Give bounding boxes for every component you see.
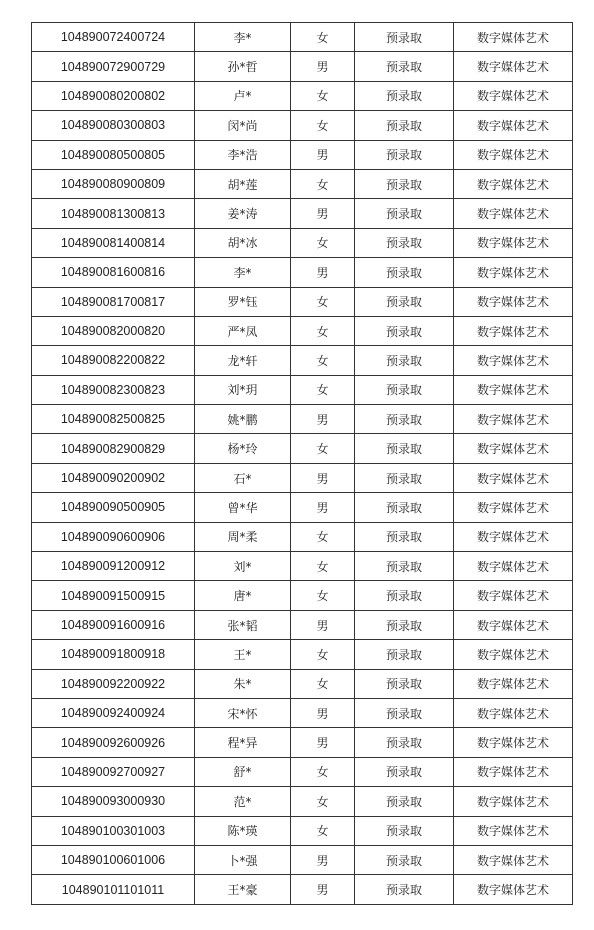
gender-cell: 男 [291, 258, 355, 287]
major-cell: 数字媒体艺术 [454, 111, 573, 140]
major-cell: 数字媒体艺术 [454, 610, 573, 639]
candidate-id-cell: 104890082300823 [32, 375, 195, 404]
gender-cell: 女 [291, 552, 355, 581]
table-row [32, 81, 573, 110]
name-cell: 朱* [195, 669, 291, 698]
candidate-id-cell: 104890092700927 [32, 757, 195, 786]
candidate-id-cell: 104890093000930 [32, 787, 195, 816]
gender-cell: 女 [291, 228, 355, 257]
table-row [32, 787, 573, 816]
name-cell: 姜*涛 [195, 199, 291, 228]
status-cell: 预录取 [355, 434, 454, 463]
major-cell: 数字媒体艺术 [454, 669, 573, 698]
status-cell: 预录取 [355, 552, 454, 581]
name-cell: 宋*怀 [195, 698, 291, 727]
gender-cell: 男 [291, 875, 355, 904]
gender-cell: 男 [291, 199, 355, 228]
gender-cell: 女 [291, 375, 355, 404]
gender-cell: 男 [291, 728, 355, 757]
name-cell: 程*异 [195, 728, 291, 757]
name-cell: 胡*冰 [195, 228, 291, 257]
major-cell: 数字媒体艺术 [454, 698, 573, 727]
name-cell: 姚*鹏 [195, 405, 291, 434]
table-row [32, 640, 573, 669]
table-row [32, 875, 573, 904]
status-cell: 预录取 [355, 493, 454, 522]
table-row [32, 493, 573, 522]
candidate-id-cell: 104890092200922 [32, 669, 195, 698]
candidate-id-cell: 104890092400924 [32, 698, 195, 727]
gender-cell: 女 [291, 787, 355, 816]
table-row [32, 287, 573, 316]
table-row [32, 52, 573, 81]
candidate-id-cell: 104890081700817 [32, 287, 195, 316]
candidate-id-cell: 104890072400724 [32, 23, 195, 52]
table-row [32, 581, 573, 610]
major-cell: 数字媒体艺术 [454, 787, 573, 816]
name-cell: 李* [195, 258, 291, 287]
table-row [32, 610, 573, 639]
status-cell: 预录取 [355, 816, 454, 845]
table-row [32, 757, 573, 786]
name-cell: 李* [195, 23, 291, 52]
major-cell: 数字媒体艺术 [454, 522, 573, 551]
name-cell: 卜*强 [195, 845, 291, 874]
candidate-id-cell: 104890091800918 [32, 640, 195, 669]
name-cell: 卢* [195, 81, 291, 110]
status-cell: 预录取 [355, 81, 454, 110]
name-cell: 舒* [195, 757, 291, 786]
table-row [32, 816, 573, 845]
status-cell: 预录取 [355, 669, 454, 698]
name-cell: 范* [195, 787, 291, 816]
name-cell: 龙*轩 [195, 346, 291, 375]
status-cell: 预录取 [355, 23, 454, 52]
candidate-id-cell: 104890100601006 [32, 845, 195, 874]
candidate-id-cell: 104890072900729 [32, 52, 195, 81]
name-cell: 严*凤 [195, 316, 291, 345]
candidate-id-cell: 104890082000820 [32, 316, 195, 345]
table-row [32, 199, 573, 228]
name-cell: 王*豪 [195, 875, 291, 904]
major-cell: 数字媒体艺术 [454, 552, 573, 581]
candidate-id-cell: 104890082900829 [32, 434, 195, 463]
name-cell: 刘* [195, 552, 291, 581]
table-row [32, 258, 573, 287]
status-cell: 预录取 [355, 346, 454, 375]
gender-cell: 女 [291, 169, 355, 198]
major-cell: 数字媒体艺术 [454, 199, 573, 228]
gender-cell: 男 [291, 140, 355, 169]
status-cell: 预录取 [355, 698, 454, 727]
major-cell: 数字媒体艺术 [454, 287, 573, 316]
table-row [32, 463, 573, 492]
table-row [32, 228, 573, 257]
status-cell: 预录取 [355, 228, 454, 257]
gender-cell: 女 [291, 640, 355, 669]
status-cell: 预录取 [355, 845, 454, 874]
name-cell: 闵*尚 [195, 111, 291, 140]
major-cell: 数字媒体艺术 [454, 52, 573, 81]
candidate-id-cell: 104890080300803 [32, 111, 195, 140]
candidate-id-cell: 104890091500915 [32, 581, 195, 610]
candidate-id-cell: 104890090200902 [32, 463, 195, 492]
candidate-id-cell: 104890081400814 [32, 228, 195, 257]
name-cell: 李*浩 [195, 140, 291, 169]
table-row [32, 346, 573, 375]
name-cell: 曾*华 [195, 493, 291, 522]
status-cell: 预录取 [355, 52, 454, 81]
candidate-id-cell: 104890080900809 [32, 169, 195, 198]
admission-table [31, 22, 573, 905]
gender-cell: 女 [291, 316, 355, 345]
major-cell: 数字媒体艺术 [454, 875, 573, 904]
status-cell: 预录取 [355, 463, 454, 492]
table-row [32, 111, 573, 140]
status-cell: 预录取 [355, 640, 454, 669]
major-cell: 数字媒体艺术 [454, 375, 573, 404]
name-cell: 王* [195, 640, 291, 669]
major-cell: 数字媒体艺术 [454, 405, 573, 434]
status-cell: 预录取 [355, 316, 454, 345]
major-cell: 数字媒体艺术 [454, 757, 573, 786]
gender-cell: 女 [291, 522, 355, 551]
candidate-id-cell: 104890091200912 [32, 552, 195, 581]
gender-cell: 男 [291, 463, 355, 492]
name-cell: 孙*哲 [195, 52, 291, 81]
gender-cell: 男 [291, 698, 355, 727]
candidate-id-cell: 104890082200822 [32, 346, 195, 375]
major-cell: 数字媒体艺术 [454, 434, 573, 463]
candidate-id-cell: 104890080200802 [32, 81, 195, 110]
table-row [32, 669, 573, 698]
candidate-id-cell: 104890101101011 [32, 875, 195, 904]
major-cell: 数字媒体艺术 [454, 463, 573, 492]
major-cell: 数字媒体艺术 [454, 493, 573, 522]
candidate-id-cell: 104890090600906 [32, 522, 195, 551]
major-cell: 数字媒体艺术 [454, 258, 573, 287]
major-cell: 数字媒体艺术 [454, 140, 573, 169]
major-cell: 数字媒体艺术 [454, 845, 573, 874]
name-cell: 胡*莲 [195, 169, 291, 198]
name-cell: 杨*玲 [195, 434, 291, 463]
status-cell: 预录取 [355, 757, 454, 786]
gender-cell: 女 [291, 111, 355, 140]
name-cell: 张*韬 [195, 610, 291, 639]
status-cell: 预录取 [355, 169, 454, 198]
table-row [32, 316, 573, 345]
major-cell: 数字媒体艺术 [454, 316, 573, 345]
table-row [32, 434, 573, 463]
gender-cell: 女 [291, 434, 355, 463]
name-cell: 周*柔 [195, 522, 291, 551]
gender-cell: 女 [291, 816, 355, 845]
major-cell: 数字媒体艺术 [454, 81, 573, 110]
status-cell: 预录取 [355, 728, 454, 757]
major-cell: 数字媒体艺术 [454, 23, 573, 52]
name-cell: 刘*玥 [195, 375, 291, 404]
status-cell: 预录取 [355, 522, 454, 551]
gender-cell: 女 [291, 346, 355, 375]
table-row [32, 23, 573, 52]
table-row [32, 698, 573, 727]
status-cell: 预录取 [355, 375, 454, 404]
table-row [32, 140, 573, 169]
candidate-id-cell: 104890090500905 [32, 493, 195, 522]
major-cell: 数字媒体艺术 [454, 728, 573, 757]
gender-cell: 女 [291, 757, 355, 786]
gender-cell: 女 [291, 287, 355, 316]
status-cell: 预录取 [355, 199, 454, 228]
table-row [32, 845, 573, 874]
status-cell: 预录取 [355, 287, 454, 316]
gender-cell: 女 [291, 81, 355, 110]
status-cell: 预录取 [355, 111, 454, 140]
gender-cell: 男 [291, 845, 355, 874]
name-cell: 罗*钰 [195, 287, 291, 316]
major-cell: 数字媒体艺术 [454, 169, 573, 198]
major-cell: 数字媒体艺术 [454, 581, 573, 610]
status-cell: 预录取 [355, 581, 454, 610]
gender-cell: 男 [291, 405, 355, 434]
gender-cell: 女 [291, 669, 355, 698]
status-cell: 预录取 [355, 787, 454, 816]
candidate-id-cell: 104890081600816 [32, 258, 195, 287]
status-cell: 预录取 [355, 610, 454, 639]
status-cell: 预录取 [355, 140, 454, 169]
candidate-id-cell: 104890081300813 [32, 199, 195, 228]
status-cell: 预录取 [355, 405, 454, 434]
name-cell: 唐* [195, 581, 291, 610]
table-row [32, 405, 573, 434]
table-row [32, 552, 573, 581]
table-row [32, 728, 573, 757]
gender-cell: 男 [291, 52, 355, 81]
candidate-id-cell: 104890091600916 [32, 610, 195, 639]
status-cell: 预录取 [355, 875, 454, 904]
candidate-id-cell: 104890100301003 [32, 816, 195, 845]
table-row [32, 375, 573, 404]
name-cell: 石* [195, 463, 291, 492]
status-cell: 预录取 [355, 258, 454, 287]
gender-cell: 女 [291, 23, 355, 52]
table-row [32, 169, 573, 198]
gender-cell: 男 [291, 493, 355, 522]
major-cell: 数字媒体艺术 [454, 228, 573, 257]
major-cell: 数字媒体艺术 [454, 346, 573, 375]
candidate-id-cell: 104890080500805 [32, 140, 195, 169]
major-cell: 数字媒体艺术 [454, 640, 573, 669]
candidate-id-cell: 104890092600926 [32, 728, 195, 757]
gender-cell: 男 [291, 610, 355, 639]
name-cell: 陈*瑛 [195, 816, 291, 845]
gender-cell: 女 [291, 581, 355, 610]
major-cell: 数字媒体艺术 [454, 816, 573, 845]
candidate-id-cell: 104890082500825 [32, 405, 195, 434]
table-row [32, 522, 573, 551]
